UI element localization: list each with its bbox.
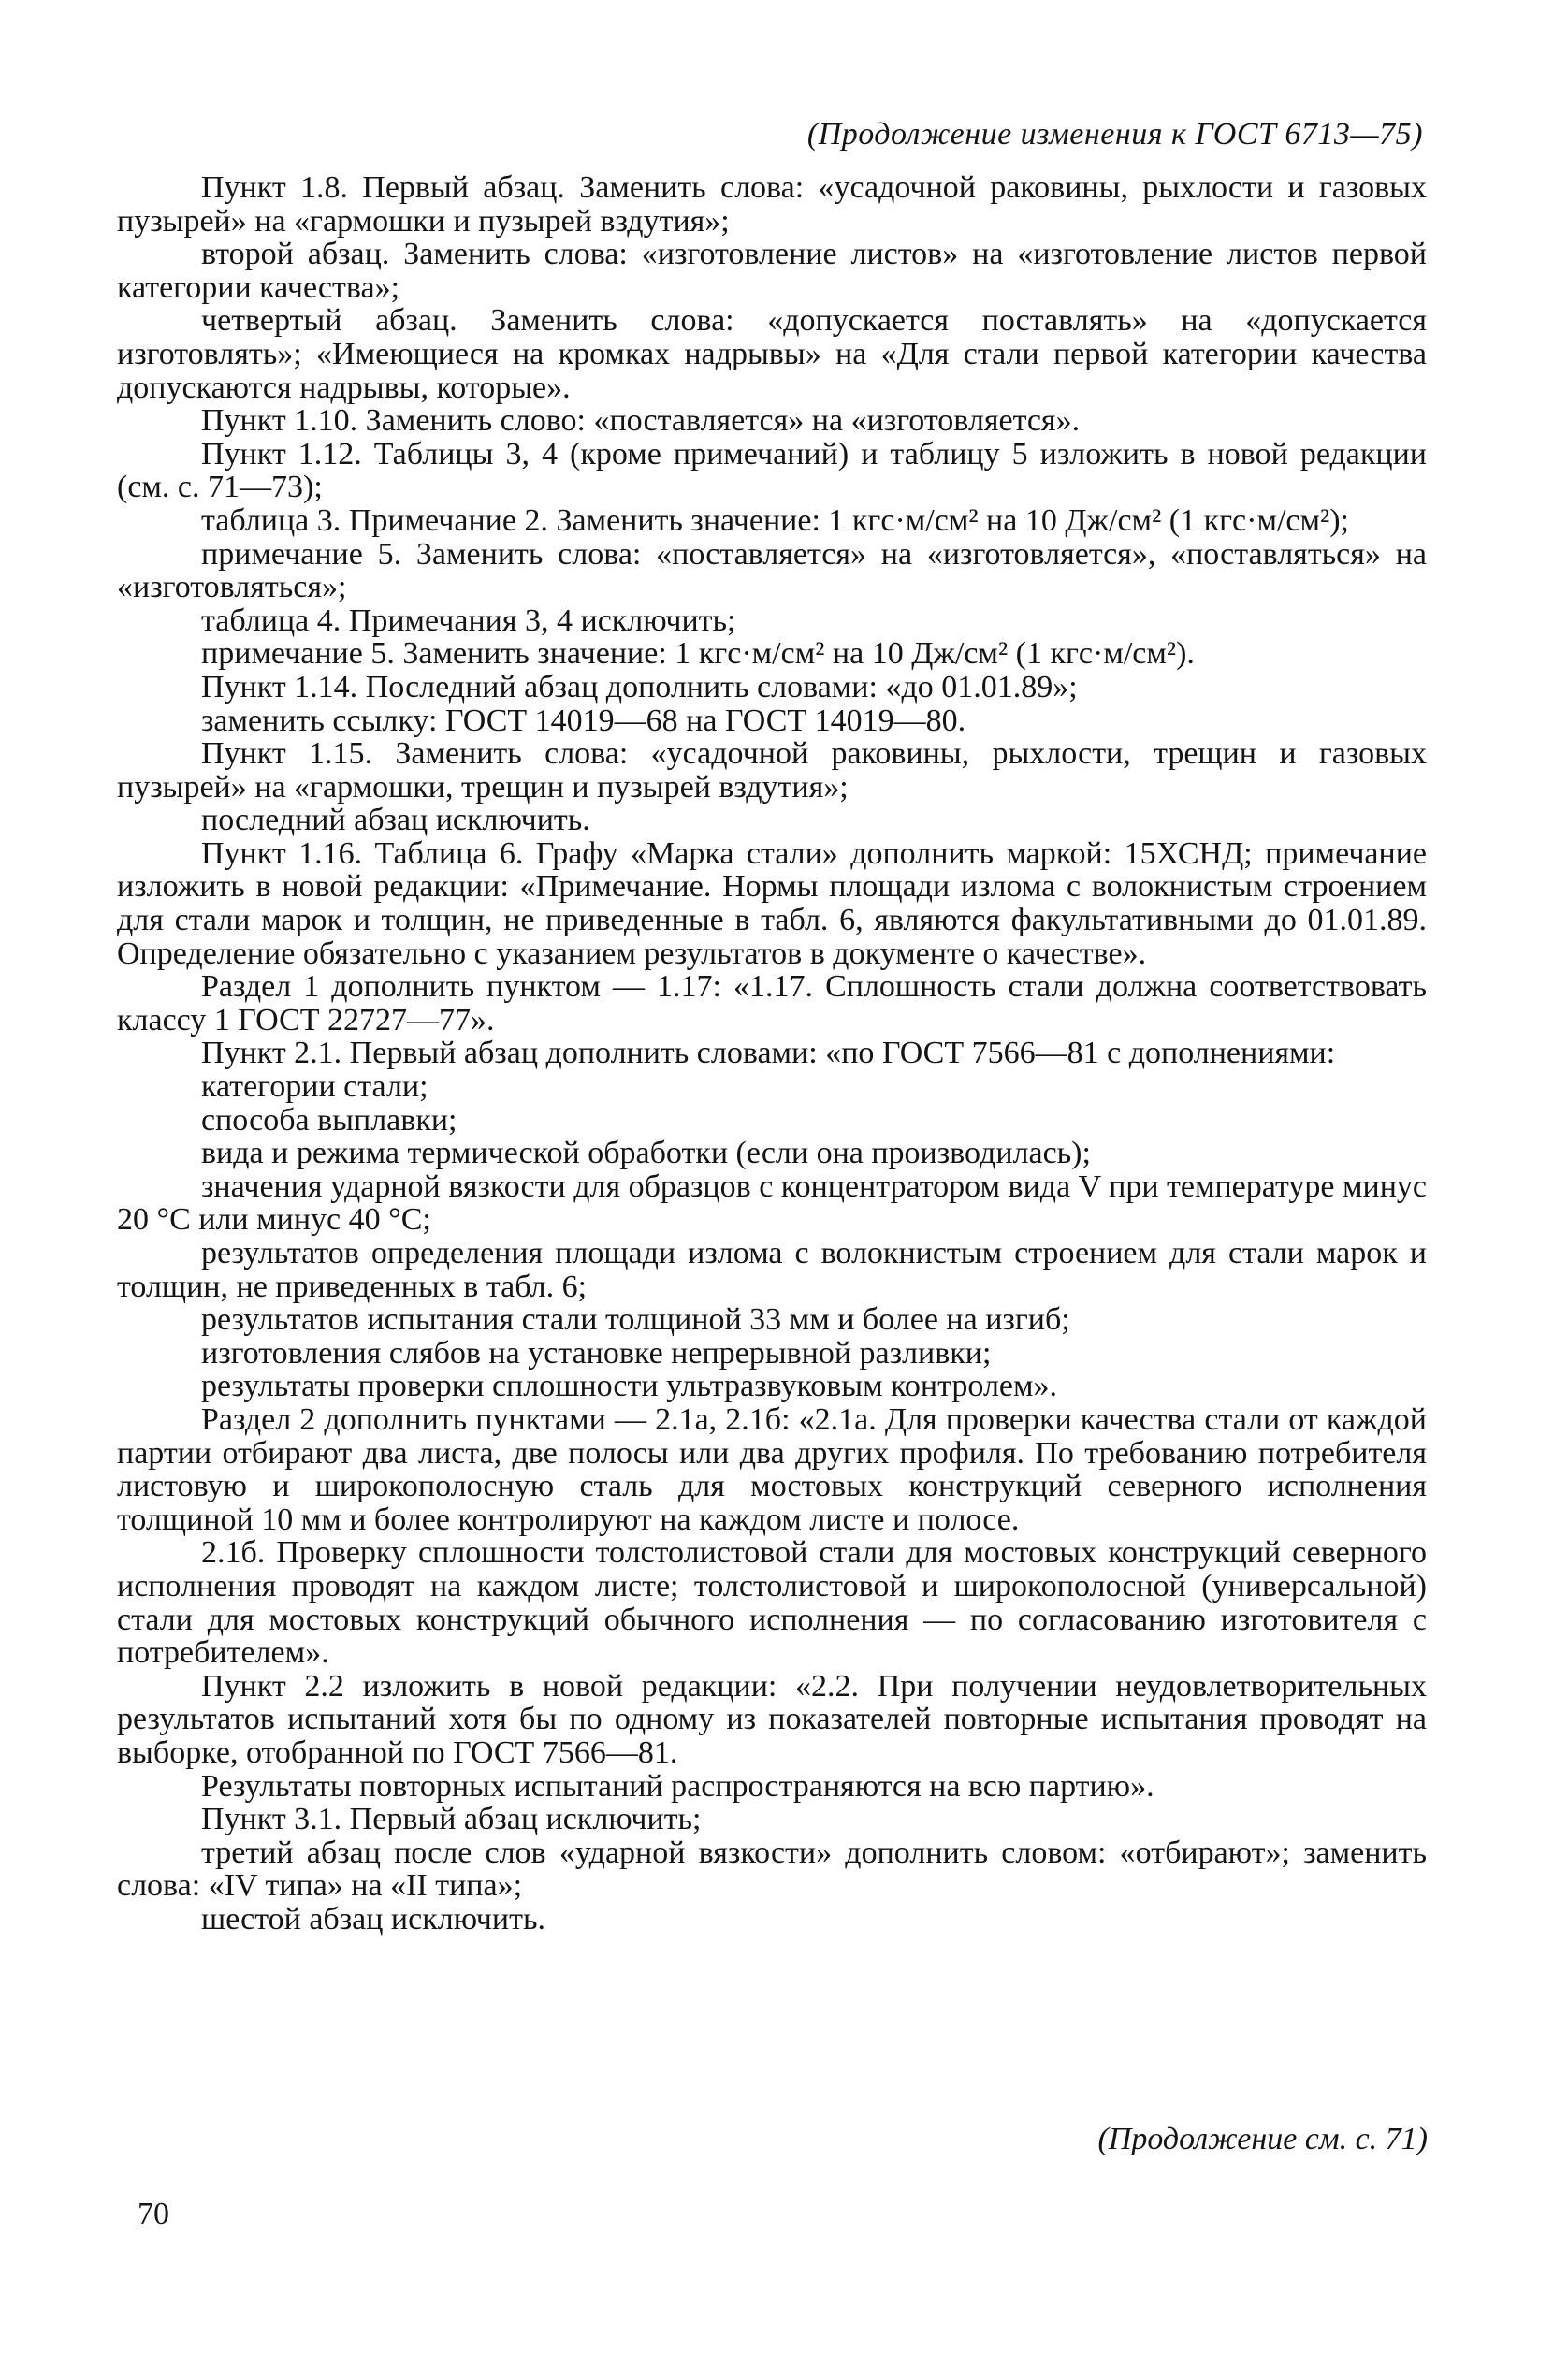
paragraph: последний абзац исключить. [201,803,590,838]
paragraph: результатов испытания стали толщиной 33 мм и более на изгиб; [201,1302,1070,1338]
paragraph: Результаты повторных испытаний распространяются на всю партию». [201,1768,1154,1804]
paragraph: Пункт 1.10. Заменить слово: «поставляется» на «изготовляется». [201,403,1081,439]
paragraph: третий абзац после слов «ударной вязкости» дополнить словом: «отбирают»; заменить слова: «IV типа» на «II типа»; [117,1835,1427,1904]
paragraph: примечание 5. Заменить значение: 1 кгс·м/см² на 10 Дж/см² (1 кгс·м/см²). [201,636,1195,672]
paragraph: результаты проверки сплошности ультразвуковым контролем». [201,1369,1058,1404]
paragraph: Раздел 2 дополнить пунктами — 2.1а, 2.1б: «2.1а. Для проверки качества стали от каждой партии отбирают два листа, две полосы или два других профиля. По требованию потребителя листовую и широкополосную сталь для мостовых конструкций северного исполнения толщиной 10 мм и более контролируют на каждом листе и полосе. [117,1401,1427,1537]
paragraph: Раздел 1 дополнить пунктом — 1.17: «1.17. Сплошность стали должна соответствовать классу 1 ГОСТ 22727—77». [117,969,1427,1037]
paragraph: изготовления слябов на установке непрерывной разливки; [201,1335,992,1371]
paragraph: Пункт 1.12. Таблицы 3, 4 (кроме примечаний) и таблицу 5 изложить в новой редакции (см. с. 71—73); [117,436,1427,505]
paragraph: значения ударной вязкости для образцов с концентратором вида V при температуре минус 20 °С или минус 40 °С; [117,1168,1427,1238]
paragraph: Пункт 1.8. Первый абзац. Заменить слова: «усадочной раковины, рыхлости и газовых пузырей» на «гармошки и пузырей вздутия»; [117,170,1427,239]
paragraph: таблица 4. Примечания 3, 4 исключить; [201,602,736,638]
paragraph: Пункт 3.1. Первый абзац исключить; [201,1802,702,1837]
document-body [117,171,1427,1936]
paragraph: Пункт 2.1. Первый абзац дополнить словами: «по ГОСТ 7566—81 с дополнениями: [201,1036,1336,1071]
page-number: 70 [138,2197,169,2231]
paragraph: второй абзац. Заменить слова: «изготовление листов» на «изготовление листов первой категории качества»; [117,237,1427,305]
paragraph: способа выплавки; [201,1102,457,1138]
paragraph: Пункт 1.15. Заменить слова: «усадочной раковины, рыхлости, трещин и газовых пузырей» на «гармошки, трещин и пузырей вздутия»; [117,736,1427,805]
paragraph: 2.1б. Проверку сплошности толстолистовой стали для мостовых конструкций северного исполнения проводят на каждом листе; толстолистовой и широкополосной (универсальной) стали для мостовых конструкций обычного исполнения — по согласованию изготовителя с потребителем». [117,1535,1427,1671]
paragraph: примечание 5. Заменить слова: «поставляется» на «изготовляется», «поставляться» на «изготовляться»; [117,536,1427,605]
paragraph: заменить ссылку: ГОСТ 14019—68 на ГОСТ 14019—80. [201,703,966,738]
paragraph: шестой абзац исключить. [201,1901,545,1937]
paragraph: вида и режима термической обработки (если она производилась); [201,1136,1091,1171]
paragraph: результатов определения площади излома с волокнистым строением для стали марок и толщин, не приведенных в табл. 6; [117,1236,1427,1304]
page-header-continuation: (Продолжение изменения к ГОСТ 6713—75) [806,117,1423,152]
paragraph: категории стали; [201,1069,428,1105]
paragraph: Пункт 2.2 изложить в новой редакции: «2.2. При получении неудовлетворительных результатов испытаний хотя бы по одному из показателей повторные испытания проводят на выборке, отобранной по ГОСТ 7566—81. [117,1668,1427,1770]
paragraph: четвертый абзац. Заменить слова: «допускается поставлять» на «допускается изготовлять»; «Имеющиеся на кромках надрывы» на «Для стали первой категории качества допускаются надрывы, которые». [117,303,1427,405]
paragraph: Пункт 1.14. Последний абзац дополнить словами: «до 01.01.89»; [201,669,1078,704]
footer-continuation: (Продолжение см. с. 71) [1097,2122,1428,2156]
paragraph: таблица 3. Примечание 2. Заменить значение: 1 кгс·м/см² на 10 Дж/см² (1 кгс·м/см²); [201,502,1349,538]
paragraph: Пункт 1.16. Таблица 6. Графу «Марка стали» дополнить маркой: 15ХСНД; примечание изложить в новой редакции: «Примечание. Нормы площади излома с волокнистым строением для стали марок и толщин, не приведенные в табл. 6, являются факультативными до 01.01.89. Определение обязательно с указанием результатов в документе о качестве». [117,835,1427,971]
